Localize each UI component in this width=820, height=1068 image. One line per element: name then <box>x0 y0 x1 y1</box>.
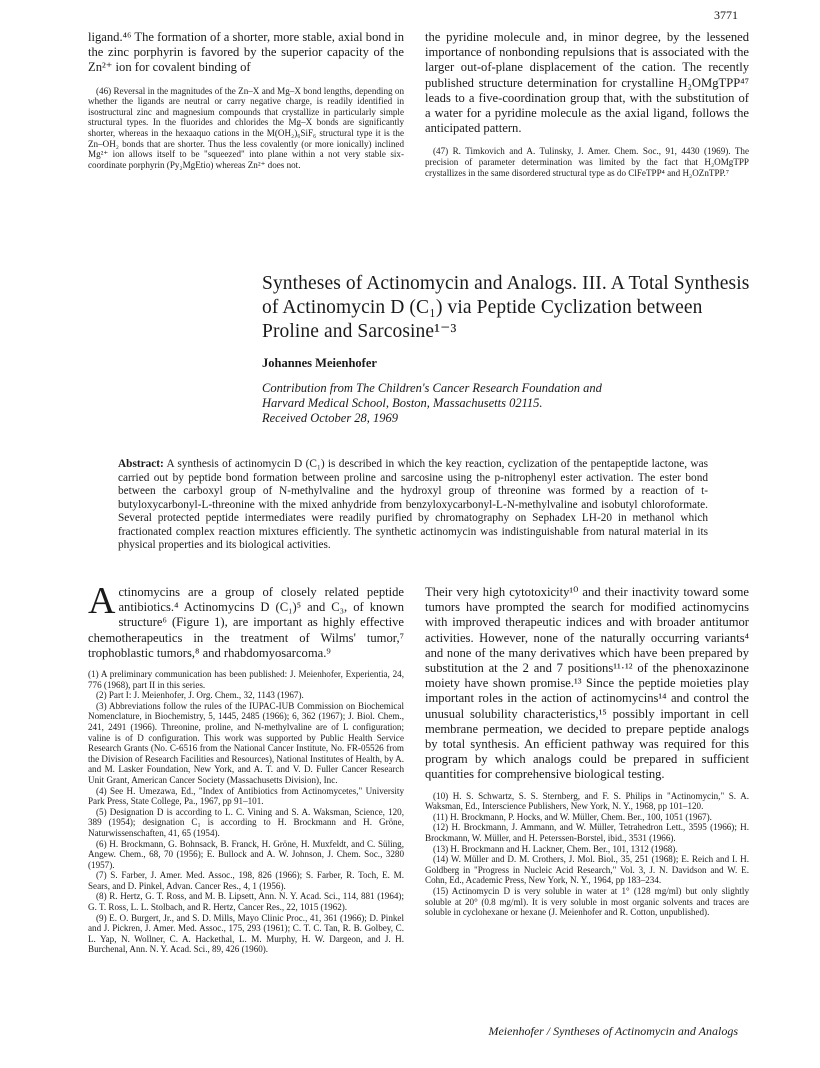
running-footer: Meienhofer / Syntheses of Actinomycin and Analogs <box>488 1024 738 1038</box>
footnote-15: (15) Actinomycin D is very soluble in water at 1° (128 mg/ml) but only slightly soluble at 20° (0.8 mg/ml). It is very soluble in most organic solvents and traces are soluble in cyclohexane or hexane (J. Meienhofer and R. Cotton, unpublished). <box>425 885 749 918</box>
footnote-46-text: (46) Reversal in the magnitudes of the Zn–X and Mg–X bond lengths, depending on whether the ligands are neutral or carry negative charge, is readily identified in isostructural zinc and magnesium compounds that crystallize in particularly simple structural types. In the fluorides and chlorides the Mg–X bonds are significantly shorter, whereas in the hexaaquo cations in the M(OH₂)₆SiF₆ structural type it is the Zn–OH₂ bonds that are shorter. Thus the less covalently (or more ionically) inclined Mg²⁺ ion allows itself to be "squeezed" into plane within a not very stable six-coordinate porphyrin (Py₂MgEtio) whereas Zn²⁺ does not. <box>88 85 404 170</box>
footnote-10: (10) H. S. Schwartz, S. S. Sternberg, and F. S. Philips in "Actinomycin," S. A. Waksman, Ed., Interscience Publishers, New York, N. Y., 1968, pp 101–120. <box>425 790 749 812</box>
footnote-47-text: (47) R. Timkovich and A. Tulinsky, J. Amer. Chem. Soc., 91, 4430 (1969). The precision of parameter determination was limited by the fact that H₂OMgTPP crystallizes in the same disordered structural type as do ClFeTPP⁴ and H₂OZnTPP.⁷ <box>425 146 749 178</box>
top-left-column <box>88 30 404 170</box>
page-number: 3771 <box>714 8 738 22</box>
intro-body: ctinomycins are a group of closely related peptide antibiotics.⁴ Actinomycins D (C₁)⁵ and C₃, of known structure⁶ (Figure 1), are important as highly effective chemotherapeutics in the treatment of Wilms' tumor,⁷ trophoblastic tumors,⁸ and rhabdomyosarcoma.⁹ <box>88 585 404 660</box>
footnote-3: (3) Abbreviations follow the rules of the IUPAC-IUB Commission on Biochemical Nomenclature, in Biochemistry, 5, 1445, 2485 (1966); 6, 362 (1967); J. Biol. Chem., 241, 2491 (1966). Threonine, proline, and N-methylvaline are of L configuration; valine is of D configuration. This work was supported by Public Health Service Research Grants (No. C-6516 from the National Cancer Institute, No. FR-05526 from the Division of Research Facilities and Resources), National Institutes of Health, by A. and M. Lasker Foundation, New York, and A. T. and V. D. Fuller Cancer Research Unit Grant, American Cancer Society (Massachusetts Division), Inc. <box>88 700 404 785</box>
footnote-47 <box>425 146 749 178</box>
bottom-right-column <box>425 585 749 918</box>
article-header <box>262 272 762 426</box>
top-right-column <box>425 30 749 178</box>
footnote-7: (7) S. Farber, J. Amer. Med. Assoc., 198, 826 (1966); S. Farber, R. Toch, E. M. Sears, and D. Pinkel, Advan. Cancer Res., 4, 1 (1956). <box>88 870 404 891</box>
intro-paragraph <box>88 580 404 661</box>
footnote-4: (4) See H. Umezawa, Ed., "Index of Antibiotics from Actinomycetes," University Park Press, State College, Pa., 1967, pp 91–101. <box>88 785 404 807</box>
affiliation-line-2: Harvard Medical School, Boston, Massachusetts 02115. <box>262 396 543 410</box>
article-title: Syntheses of Actinomycin and Analogs. III. A Total Synthesis of Actinomycin D (C₁) via Peptide Cyclization between Proline and Sarcosine¹⁻³ <box>262 273 750 342</box>
abstract-label: Abstract: <box>118 458 164 470</box>
footnotes-left <box>88 669 404 955</box>
footnote-6: (6) H. Brockmann, G. Bohnsack, B. Franck, H. Gröne, H. Muxfeldt, and C. Süling, Angew. Chem., 68, 70 (1956); E. Bullock and A. W. Johnson, J. Chem. Soc., 3280 (1957). <box>88 838 404 870</box>
footnote-5: (5) Designation D is according to L. C. Vining and S. A. Waksman, Science, 120, 389 (1954); designation C₁ is according to H. Brockmann and H. Gröne, Naturwissenschaften, 41, 65 (1954). <box>88 806 404 838</box>
abstract-text: A synthesis of actinomycin D (C₁) is described in which the key reaction, cyclization of the pentapeptide lactone, was carried out by peptide bond formation between proline and sarcosine using the p-nitrophenyl ester activation. The ester bond between the carboxyl group of N-methylvaline and the hydroxyl group of threonine was formed by a reaction of t-butyloxycarbonyl-L-threonine with the mixed anhydride from benzyloxycarbonyl-L-N-methylvaline and isobutyl chloroformate. Several protected peptide intermediates were readily purified by chromatography on Sephadex LH-20 in methanol which fractionated complex reaction mixtures efficiently. The synthetic actinomycin was indistinguishable from natural material in its physical properties and its biological activities. <box>118 458 708 551</box>
affiliation-line-1: Contribution from The Children's Cancer Research Foundation and <box>262 381 602 395</box>
footnote-2: (2) Part I: J. Meienhofer, J. Org. Chem., 32, 1143 (1967). <box>96 690 304 701</box>
drop-cap: A <box>88 580 116 622</box>
author-name: Johannes Meienhofer <box>262 356 377 370</box>
top-right-body: the pyridine molecule and, in minor degree, by the lessened importance of nonbonding repulsions that is associated with the larger out-of-plane displacement of the cation. The recently published structure determination for crystalline H₂OMgTPP⁴⁷ leads to a five-coordination group that, with the substitution of a water for a pyridine molecule as the axial ligand, follows the anticipated pattern. <box>425 30 749 136</box>
footnote-12: (12) H. Brockmann, J. Ammann, and W. Müller, Tetrahedron Lett., 3595 (1966); H. Brockmann, W. Müller, and H. Peterssen-Borstel, ibid., 3531 (1966). <box>425 822 749 844</box>
footnote-9: (9) E. O. Burgert, Jr., and S. D. Mills, Mayo Clinic Proc., 41, 361 (1966); D. Pinkel and J. Pickren, J. Amer. Med. Assoc., 175, 293 (1961); C. T. C. Tan, R. B. Golbey, C. L. Yap, N. Wollner, C. A. Hackethal, L. M. Murphy, H. W. Dargeon, and J. H. Burchenal, Ann. N. Y. Acad. Sci., 89, 426 (1960). <box>88 912 404 955</box>
received-date: Received October 28, 1969 <box>262 411 399 425</box>
right-body: Their very high cytotoxicity¹⁰ and their inactivity toward some tumors have prompted the search for modified actinomycins with improved therapeutic indices and with broader antitumor activities. However, none of the naturally occurring variants⁴ and none of the many derivatives which have been prepared by substitution at the 2 and 7 positions¹¹·¹² of the phenoxazinone moiety have shown promise.¹³ Since the peptide moieties play important roles in the action of actinomycins¹⁴ and control the unusual solubility characteristics,¹⁵ possibly important in cell membrane permeation, we decided to prepare peptide analogs by total synthesis. An efficient pathway was required for this program by which analogs could be prepared in sufficient quantities for comprehensive biological testing. <box>425 585 749 782</box>
footnote-11: (11) H. Brockmann, P. Hocks, and W. Müller, Chem. Ber., 100, 1051 (1967). <box>433 811 712 822</box>
top-left-body: ligand.⁴⁶ The formation of a shorter, more stable, axial bond in the zinc porphyrin is favored by the superior capacity of the Zn²⁺ ion for covalent binding of <box>88 30 404 75</box>
abstract <box>118 458 708 553</box>
footnote-8: (8) R. Hertz, G. T. Ross, and M. B. Lipsett, Ann. N. Y. Acad. Sci., 114, 881 (1964); G. T. Ross, L. L. Stolbach, and R. Hertz, Cancer Res., 22, 1015 (1962). <box>88 891 404 913</box>
footnote-14: (14) W. Müller and D. M. Crothers, J. Mol. Biol., 35, 251 (1968); E. Reich and I. H. Goldberg in "Progress in Nucleic Acid Research," Vol. 3, J. N. Davidson and W. E. Cohn, Ed., Academic Press, New York, N. Y., 1964, pp 183–234. <box>425 854 749 886</box>
footnote-1: (1) A preliminary communication has been published: J. Meienhofer, Experientia, 24, 776 (1968), part II in this series. <box>88 669 404 690</box>
footnotes-right <box>425 791 749 918</box>
footnote-46 <box>88 86 404 171</box>
footnote-13: (13) H. Brockmann and H. Lackner, Chem. Ber., 101, 1312 (1968). <box>433 843 678 854</box>
bottom-left-column <box>88 580 404 955</box>
affiliation <box>262 381 762 426</box>
